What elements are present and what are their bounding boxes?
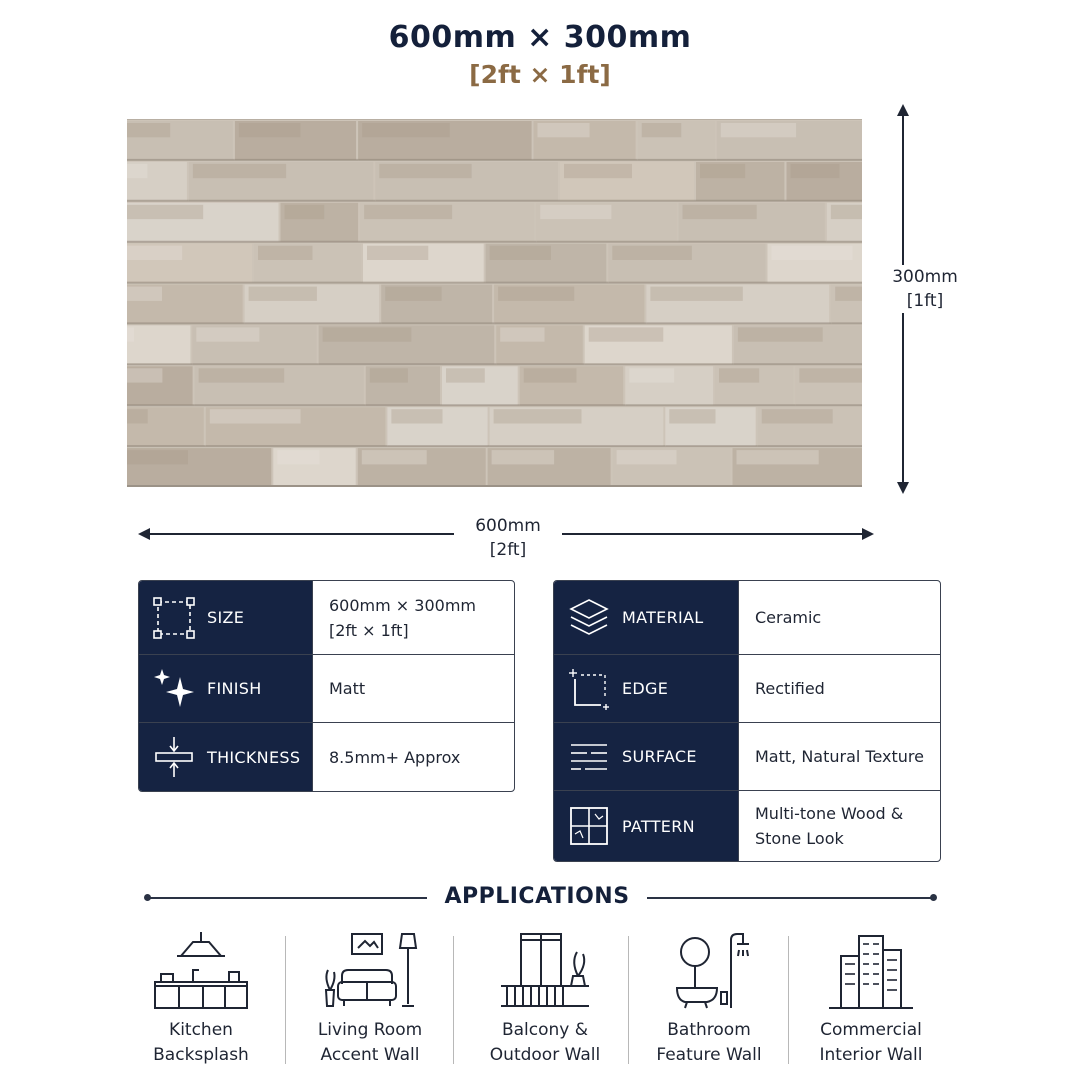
spec-value-line: Stone Look [755, 829, 844, 848]
edge-corner-icon [566, 666, 612, 712]
stone-highlight [391, 409, 442, 423]
kitchen-icon [153, 930, 249, 1012]
stone-highlight [642, 123, 682, 137]
application-label: Commercial [820, 1020, 922, 1040]
spec-value-line: [2ft × 1ft] [329, 620, 409, 640]
thickness-icon [151, 734, 197, 780]
stone-highlight [799, 368, 862, 382]
spec-value-pattern [738, 791, 940, 861]
stone-highlight [285, 205, 325, 219]
living-room-icon [322, 930, 418, 1012]
size-frame-icon [151, 595, 197, 641]
stone-highlight [258, 246, 313, 260]
surface-lines-icon [566, 734, 612, 780]
height-ft-label: [1ft] [906, 291, 944, 311]
application-label: Kitchen [169, 1020, 233, 1040]
stone-highlight [127, 368, 162, 382]
page-title: 600mm × 300mm [388, 20, 692, 55]
spec-key-label: FINISH [207, 679, 262, 698]
stone-highlight [127, 123, 170, 137]
stone-highlight [362, 450, 427, 464]
stone-highlight [737, 450, 819, 464]
spec-row-edge [554, 655, 940, 723]
page-subtitle: [2ft × 1ft] [469, 60, 611, 89]
tile-preview-image [127, 119, 862, 487]
stone-highlight [127, 327, 134, 341]
spec-value-line: Matt [329, 679, 366, 698]
bathroom-icon [661, 930, 757, 1012]
stone-highlight [791, 164, 840, 178]
stone-highlight [199, 368, 285, 382]
stone-highlight [446, 368, 485, 382]
spec-row-surface [554, 723, 940, 791]
commercial-building-icon [823, 930, 919, 1012]
spec-value-line: 8.5mm+ Approx [329, 747, 461, 767]
application-divider [628, 936, 629, 1064]
stone-highlight [831, 205, 862, 219]
stone-highlight [370, 368, 408, 382]
spec-value-size [312, 581, 514, 654]
stone-highlight [490, 246, 551, 260]
application-label: Living Room [317, 1020, 423, 1040]
stone-wall-texture [127, 120, 862, 487]
width-ft-label: [2ft] [489, 540, 527, 560]
spec-value-edge [738, 655, 940, 722]
stone-highlight [492, 450, 554, 464]
application-divider [453, 936, 454, 1064]
stone-highlight [367, 246, 428, 260]
balcony-icon [497, 930, 593, 1012]
stone-highlight [277, 450, 319, 464]
stone-highlight [127, 164, 147, 178]
application-label: Backsplash [153, 1045, 249, 1065]
pattern-grid-icon [566, 803, 612, 849]
spec-key-cell [139, 581, 312, 654]
spec-value-line: Matt, Natural Texture [755, 747, 924, 766]
spec-row-size [139, 581, 514, 655]
spec-key-cell [554, 723, 738, 790]
height-dimension-label [880, 265, 970, 313]
spec-value-finish [312, 655, 514, 722]
spec-table-left [138, 580, 515, 792]
spec-key-cell [554, 581, 738, 654]
stone-highlight [196, 327, 259, 341]
stone-highlight [629, 368, 674, 382]
stone-highlight [721, 123, 796, 137]
sparkle-icon [151, 666, 197, 712]
spec-value-thickness [312, 723, 514, 791]
divider-line [647, 897, 933, 899]
spec-value-material [738, 581, 940, 654]
application-bathroom [634, 930, 784, 1068]
stone-highlight [498, 287, 574, 301]
stone-highlight [612, 246, 692, 260]
stone-highlight [323, 327, 412, 341]
spec-value-line: Ceramic [755, 608, 822, 627]
stone-highlight [669, 409, 715, 423]
stone-highlight [500, 327, 544, 341]
application-divider [285, 936, 286, 1064]
stone-highlight [127, 205, 203, 219]
width-mm-label: 600mm [475, 516, 541, 536]
spec-key-label: EDGE [622, 679, 669, 698]
spec-row-finish [139, 655, 514, 723]
spec-row-material [554, 581, 940, 655]
application-divider [788, 936, 789, 1064]
stone-highlight [538, 123, 590, 137]
spec-row-thickness [139, 723, 514, 791]
spec-key-cell [139, 723, 312, 791]
stone-highlight [127, 409, 148, 423]
stone-highlight [835, 287, 862, 301]
stone-highlight [762, 409, 833, 423]
stone-highlight [239, 123, 301, 137]
divider-dot [930, 894, 937, 901]
spec-value-line: Multi-tone Wood & [755, 804, 904, 823]
stone-highlight [772, 246, 853, 260]
stone-highlight [385, 287, 441, 301]
stone-highlight [683, 205, 757, 219]
stone-highlight [362, 123, 450, 137]
spec-key-label: MATERIAL [622, 608, 704, 627]
spec-key-label: THICKNESS [207, 747, 301, 767]
application-label: Balcony & [501, 1020, 589, 1040]
spec-row-pattern [554, 791, 940, 861]
stone-highlight [719, 368, 759, 382]
stone-highlight [127, 287, 162, 301]
stone-highlight [379, 164, 471, 178]
application-kitchen [126, 930, 276, 1068]
spec-key-label: SURFACE [622, 747, 697, 766]
spec-table-right [553, 580, 941, 862]
application-label: Feature Wall [656, 1045, 762, 1065]
stone-highlight [127, 450, 188, 464]
divider-line [147, 897, 427, 899]
application-label: Outdoor Wall [489, 1045, 601, 1065]
spec-value-surface [738, 723, 940, 790]
stone-block [127, 325, 190, 364]
stone-highlight [210, 409, 301, 423]
applications-title: APPLICATIONS [444, 884, 630, 909]
application-label: Bathroom [667, 1020, 751, 1040]
spec-value-line: 600mm × 300mm [329, 595, 476, 615]
application-label: Interior Wall [819, 1045, 923, 1065]
stone-highlight [127, 246, 182, 260]
spec-key-cell [554, 655, 738, 722]
stone-highlight [589, 327, 664, 341]
spec-key-label: PATTERN [622, 816, 695, 836]
spec-key-cell [554, 791, 738, 861]
width-dimension-label [454, 514, 562, 562]
application-label: Accent Wall [320, 1045, 420, 1065]
application-living-room [295, 930, 445, 1068]
divider-dot [144, 894, 151, 901]
stone-highlight [524, 368, 577, 382]
height-mm-label: 300mm [892, 267, 958, 287]
application-commercial [796, 930, 946, 1068]
stone-highlight [494, 409, 582, 423]
spec-value-line: Rectified [755, 679, 825, 698]
layers-icon [566, 595, 612, 641]
stone-highlight [193, 164, 286, 178]
stone-highlight [738, 327, 823, 341]
stone-highlight [564, 164, 632, 178]
application-balcony [470, 930, 620, 1068]
stone-highlight [617, 450, 677, 464]
stone-highlight [249, 287, 317, 301]
stone-highlight [700, 164, 745, 178]
spec-key-cell [139, 655, 312, 722]
stone-highlight [650, 287, 742, 301]
stone-highlight [364, 205, 452, 219]
spec-key-label: SIZE [207, 608, 245, 627]
stone-highlight [540, 205, 611, 219]
